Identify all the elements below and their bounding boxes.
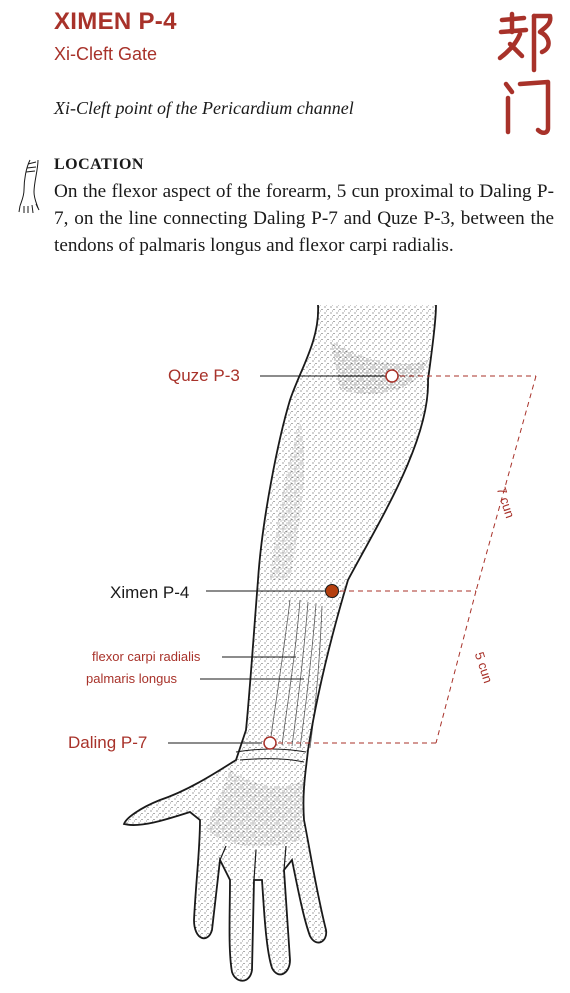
- quze-label: Quze P-3: [168, 366, 240, 385]
- measure-7-cun: 7 cun: [493, 485, 518, 520]
- ximen-label: Ximen P-4: [110, 583, 190, 602]
- cun-5-line: [436, 591, 476, 743]
- forearm-outline: [124, 305, 436, 981]
- point-title: XIMEN P-4: [54, 8, 177, 35]
- cun-7-line: [476, 376, 536, 591]
- point-role: Xi-Cleft point of the Pericardium channel: [54, 98, 354, 118]
- location-description: On the flexor aspect of the forearm, 5 cun proximal to Daling P-7, on the line connecting Daling P-7 and Quze P-3, between the tendons of palmaris longus and flexor carpi radialis.: [54, 181, 554, 256]
- arm-illustration: [0, 300, 570, 993]
- location-heading: LOCATION: [54, 156, 144, 173]
- daling-label: Daling P-7: [68, 733, 148, 752]
- point-translation: Xi-Cleft Gate: [54, 44, 158, 64]
- ximen-point: [326, 585, 339, 598]
- palmaris-label: palmaris longus: [86, 671, 178, 686]
- chinese-calligraphy: [496, 10, 556, 136]
- quze-point: [386, 370, 398, 382]
- forearm-icon: [16, 158, 46, 214]
- measure-5-cun: 5 cun: [471, 650, 496, 685]
- flexor-label: flexor carpi radialis: [92, 649, 201, 664]
- daling-point: [264, 737, 276, 749]
